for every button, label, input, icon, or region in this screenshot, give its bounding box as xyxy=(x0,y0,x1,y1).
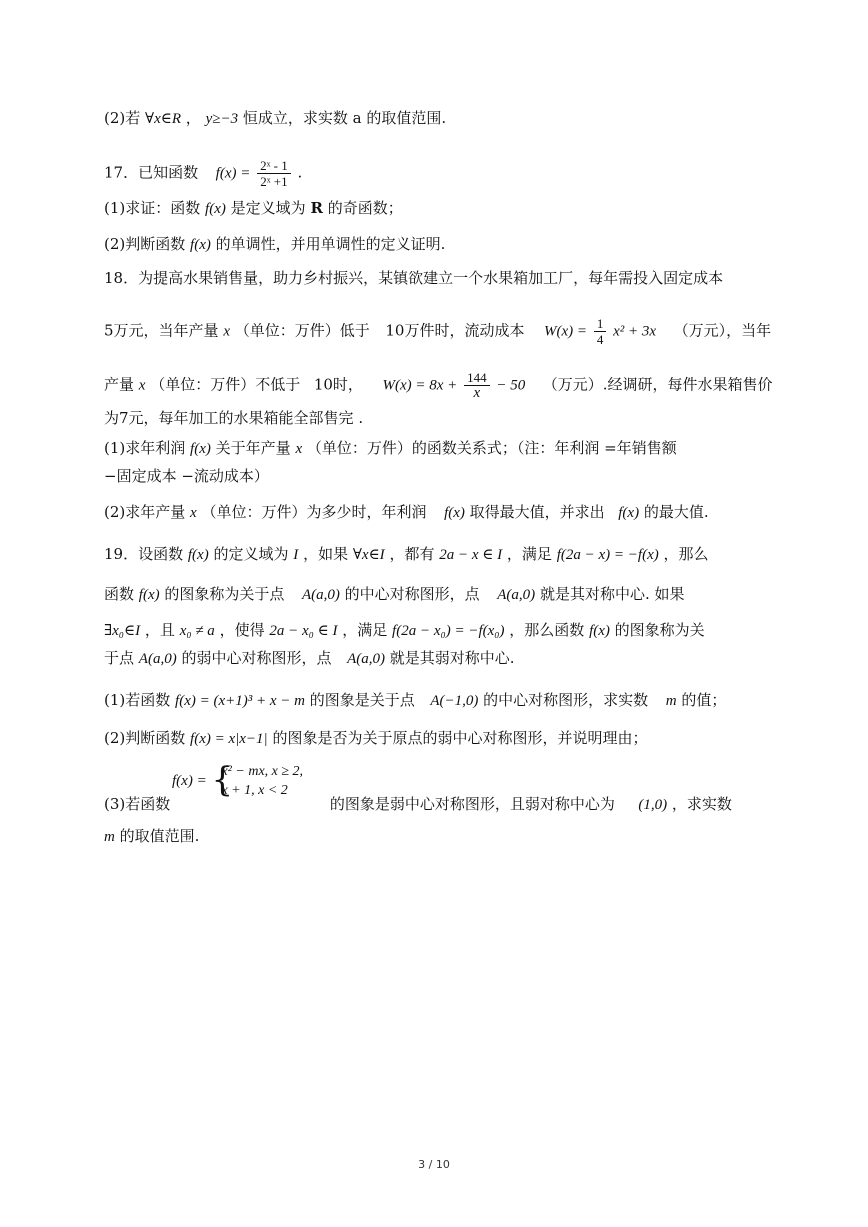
text: ，满足 xyxy=(342,621,388,639)
numerator: 144 xyxy=(464,370,490,386)
math: y≥−3 xyxy=(205,111,239,127)
text: （单位：万件）的函数关系式；（注：年利润 =年销售额 xyxy=(306,439,677,457)
q19-part1 xyxy=(104,690,726,711)
math: A(a,0) xyxy=(301,587,340,603)
q19-line1 xyxy=(104,544,709,565)
text: ，那么函数 xyxy=(509,621,585,639)
math: − 50 xyxy=(496,377,526,394)
q18-line1 xyxy=(104,268,723,288)
text: (2)若 xyxy=(104,109,141,127)
text: 的图象是关于点 xyxy=(309,691,415,709)
numerator: 2ˣ - 1 xyxy=(257,158,291,174)
q18-part1-cont xyxy=(104,466,269,486)
math: f(x) = x|x−1| xyxy=(190,731,268,747)
text: 就是其弱对称中心. xyxy=(389,649,515,667)
math: A(a,0) xyxy=(497,587,536,603)
text: （万元）.经调研，每件水果箱售价 xyxy=(542,375,773,394)
page-number: 3 / 10 xyxy=(418,1158,450,1171)
math: x xyxy=(190,505,197,521)
math: A(a,0) xyxy=(138,651,177,667)
fraction xyxy=(257,158,291,189)
denominator: 2ˣ +1 xyxy=(260,174,288,189)
math: f(x) xyxy=(190,237,211,253)
math: ∀x∈I xyxy=(352,547,385,563)
text: （万元），当年 xyxy=(673,321,772,340)
text: 产量 xyxy=(104,375,135,394)
q19-part2 xyxy=(104,728,647,749)
math: I xyxy=(293,547,299,563)
text: 关于年产量 xyxy=(215,439,291,457)
text: 就是其对称中心. 如果 xyxy=(539,585,685,603)
text: 的值； xyxy=(681,691,727,709)
text: 的图象是否为关于原点的弱中心对称图形，并说明理由； xyxy=(272,729,648,747)
text: ，求实数 xyxy=(671,795,732,813)
math: A(a,0) xyxy=(347,651,385,667)
math: f(2a − x₀) = −f(x₀) xyxy=(392,623,505,639)
text: ，满足 xyxy=(506,545,552,563)
text: （单位：万件）低于 xyxy=(234,321,370,340)
math: f(x) xyxy=(618,505,640,521)
text: 10万件时，流动成本 xyxy=(385,321,525,340)
math: ∃x₀∈I xyxy=(104,623,141,639)
text: ，都有 xyxy=(389,545,435,563)
q19-line3 xyxy=(104,620,705,641)
text: 取得最大值，并求出 xyxy=(469,503,605,521)
text: (2)判断函数 xyxy=(104,235,186,253)
denominator: x xyxy=(473,385,481,401)
math: m xyxy=(665,693,677,709)
math: f(x) xyxy=(589,623,610,639)
math: 2a − x ∈ I xyxy=(439,547,503,563)
fraction xyxy=(594,316,607,347)
q18-line4 xyxy=(104,408,363,428)
math: f(x) xyxy=(205,201,226,217)
text: 是定义域为 xyxy=(230,199,306,217)
math: f(x) = (x+1)³ + x − m xyxy=(175,693,305,709)
math: W(x) = 8x + xyxy=(382,377,458,394)
text: 的单调性，并用单调性的定义证明. xyxy=(215,235,446,253)
math: f(2a − x) = −f(x) xyxy=(556,547,659,563)
text: 函数 xyxy=(104,585,135,603)
brace: { xyxy=(211,760,234,800)
q17-part2 xyxy=(104,234,445,255)
text: ，如果 xyxy=(303,545,349,563)
text: 于点 xyxy=(104,649,135,667)
text: 的图象是弱中心对称图形，且弱对称中心为 xyxy=(329,795,615,813)
q16-part2 xyxy=(104,108,446,129)
math: f(x) xyxy=(444,505,465,521)
text: 10时， xyxy=(313,375,363,394)
text: 的图象称为关 xyxy=(614,621,705,639)
q18-part2 xyxy=(104,502,709,523)
q18-line2 xyxy=(104,316,771,347)
text: (1)求证：函数 xyxy=(104,199,201,217)
q19-line2 xyxy=(104,584,684,605)
math: m xyxy=(104,829,115,845)
math: 2a − x₀ ∈ I xyxy=(269,623,338,639)
text: 的定义域为 xyxy=(213,545,289,563)
text: (3)若函数 xyxy=(104,795,171,813)
text: (2)求年产量 xyxy=(104,503,186,521)
text: ，且 xyxy=(144,621,175,639)
math: x xyxy=(138,377,146,394)
math: A(−1,0) xyxy=(430,693,479,709)
math: f(x) = xyxy=(172,773,207,789)
text: 的取值范围. xyxy=(119,827,200,845)
text: 的中心对称图形，求实数 xyxy=(483,691,649,709)
text: 的最大值. xyxy=(643,503,709,521)
piece-row-1: x² − mx, x ≥ 2, xyxy=(221,764,304,779)
math: x xyxy=(223,323,230,340)
text: 17．已知函数 xyxy=(104,163,199,182)
q18-part1 xyxy=(104,438,677,459)
q19-line4 xyxy=(104,648,515,669)
q19-part3-cont xyxy=(104,826,199,847)
math: f(x) xyxy=(187,547,209,563)
text: −固定成本 −流动成本） xyxy=(104,467,269,485)
math: f(x) xyxy=(138,587,160,603)
math: W(x) = xyxy=(544,323,588,340)
denominator: 4 xyxy=(596,332,604,347)
numerator: 1 xyxy=(594,316,607,332)
text: 的奇函数； xyxy=(327,199,403,217)
text: ， xyxy=(185,109,201,127)
text: (2)判断函数 xyxy=(104,729,186,747)
math: x² + 3x xyxy=(613,323,657,340)
text: (1)求年利润 xyxy=(104,439,186,457)
text: 的中心对称图形，点 xyxy=(344,585,480,603)
text: 为7元，每年加工的水果箱能全部售完 . xyxy=(104,409,364,427)
piece-row-2: x + 1, x < 2 xyxy=(221,783,288,798)
math: x xyxy=(295,441,303,457)
math: f(x) = xyxy=(215,165,251,182)
text: 5万元，当年产量 xyxy=(104,321,219,340)
math: ∀x∈R xyxy=(145,111,182,127)
text: 18．为提高水果销售量，助力乡村振兴，某镇欲建立一个水果箱加工厂，每年需投入固定成本 xyxy=(104,269,724,287)
text: . xyxy=(297,163,303,182)
text: ，那么 xyxy=(663,545,709,563)
q17-intro xyxy=(104,158,302,189)
text: （单位：万件）为多少时，年利润 xyxy=(201,503,427,521)
text: 的图象称为关于点 xyxy=(164,585,285,603)
math-R: R xyxy=(310,199,323,217)
fraction xyxy=(464,370,490,401)
q18-line3 xyxy=(104,370,773,401)
q17-part1 xyxy=(104,198,403,219)
math: f(x) xyxy=(190,441,211,457)
math: (1,0) xyxy=(638,797,668,813)
text: (1)若函数 xyxy=(104,691,171,709)
q19-part3 xyxy=(104,794,732,815)
text: 19．设函数 xyxy=(104,545,184,563)
text: （单位：万件）不低于 xyxy=(150,375,301,394)
text: 的弱中心对称图形，点 xyxy=(181,649,332,667)
text: 恒成立，求实数 a 的取值范围. xyxy=(242,109,447,127)
math: x₀ ≠ a xyxy=(179,623,215,639)
text: ，使得 xyxy=(219,621,265,639)
